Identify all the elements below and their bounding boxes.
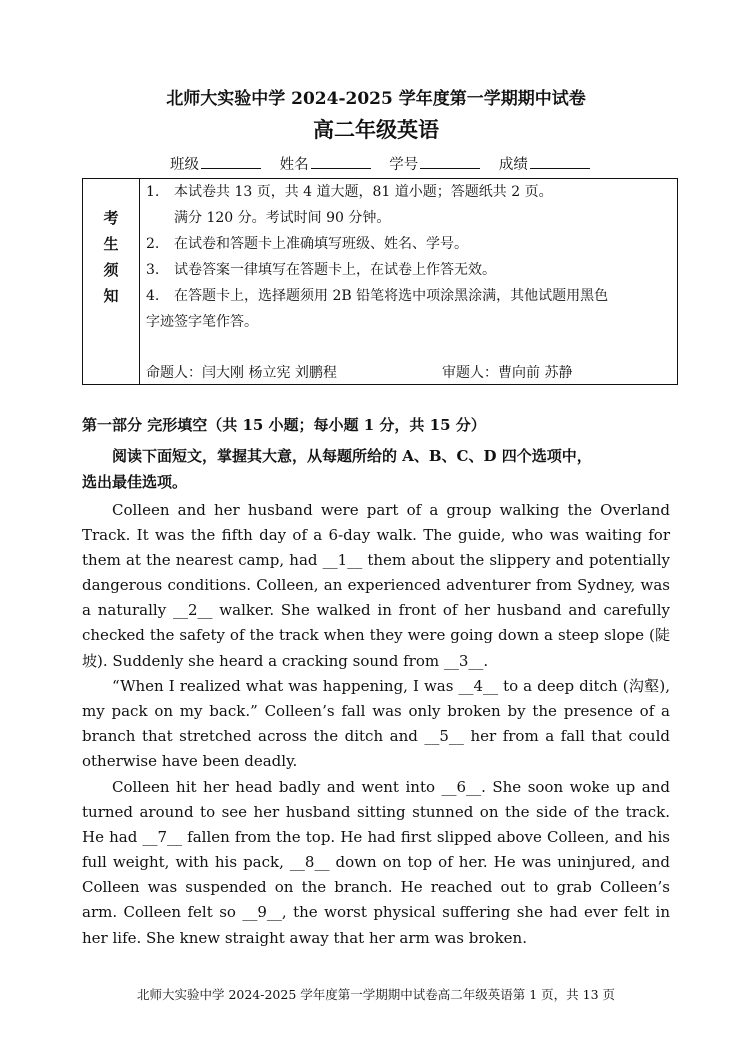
notice-label-column xyxy=(83,179,140,384)
class-blank xyxy=(201,156,261,169)
page-footer: 北师大实验中学 2024-2025 学年度第一学期期中试卷高二年级英语第 1 页，共 13 页 xyxy=(136,987,616,1002)
class-field: 班级 xyxy=(170,157,261,173)
score-field: 成绩 xyxy=(499,157,590,173)
name-field: 姓名 xyxy=(280,157,371,173)
student-id-blank xyxy=(420,156,480,169)
student-info-line xyxy=(170,153,604,174)
notice-label-char: 生 xyxy=(103,235,119,253)
exam-subtitle: 高二年级英语 xyxy=(313,117,439,142)
student-id-field: 学号 xyxy=(389,157,480,173)
section-instruction-cont: 选出最佳选项。 xyxy=(82,473,188,491)
passage-paragraph: “When I realized what was happening, I was __4__ to a deep ditch (沟壑), my pack on my back.” Colleen’s fall was only broken by the presence of a branch that stretched across the ditch and __5__ her from a fall that could otherwise have been deadly. xyxy=(82,677,670,771)
notice-item: 字迹签字笔作答。 xyxy=(146,314,258,330)
notice-label-char: 考 xyxy=(103,209,119,227)
notice-item: 满分 120 分。考试时间 90 分钟。 xyxy=(174,210,391,226)
section-heading: 第一部分 完形填空（共 15 小题；每小题 1 分，共 15 分） xyxy=(82,416,486,434)
notice-label-char: 须 xyxy=(103,261,119,279)
notice-authors: 命题人：闫大刚 杨立宪 刘鹏程 xyxy=(146,365,337,381)
score-blank xyxy=(530,156,590,169)
section-instruction: 阅读下面短文，掌握其大意，从每题所给的 A、B、C、D 四个选项中， xyxy=(112,447,592,465)
notice-item: 4. 在答题卡上，选择题须用 2B 铅笔将选中项涂黑涂满，其他试题用黑色 xyxy=(146,288,609,304)
exam-notice-box xyxy=(82,178,678,385)
notice-item: 1. 本试卷共 13 页，共 4 道大题，81 道小题；答题纸共 2 页。 xyxy=(146,184,553,200)
exam-title: 北师大实验中学 2024-2025 学年度第一学期期中试卷 xyxy=(166,89,586,109)
notice-reviewers: 审题人：曹向前 苏静 xyxy=(442,365,573,381)
notice-item: 2. 在试卷和答题卡上准确填写班级、姓名、学号。 xyxy=(146,236,468,252)
notice-label-char: 知 xyxy=(103,287,119,305)
passage-paragraph: Colleen hit her head badly and went into __6__. She soon woke up and turned around to see her husband sitting stunned on the side of the track. He had __7__ fallen from the top. He had first slipped above Colleen, and his full weight, with his pack, __8__ down on top of her. He was uninjured, and Colleen was suspended on the branch. He reached out to grab Colleen’s arm. Colleen felt so __9__, the worst physical suffering she had ever felt in her life. She knew straight away that her arm was broken. xyxy=(82,778,670,947)
notice-item: 3. 试卷答案一律填写在答题卡上，在试卷上作答无效。 xyxy=(146,262,496,278)
passage-paragraph: Colleen and her husband were part of a group walking the Overland Track. It was the fifth day of a 6-day walk. The guide, who was waiting for them at the nearest camp, had __1__ them about the slippery and potentially dangerous conditions. Colleen, an experienced adventurer from Sydney, was a naturally __2__ walker. She walked in front of her husband and carefully checked the safety of the track when they were going down a steep slope (陡坡). Suddenly she heard a cracking sound from __3__. xyxy=(82,501,670,670)
name-blank xyxy=(311,156,371,169)
